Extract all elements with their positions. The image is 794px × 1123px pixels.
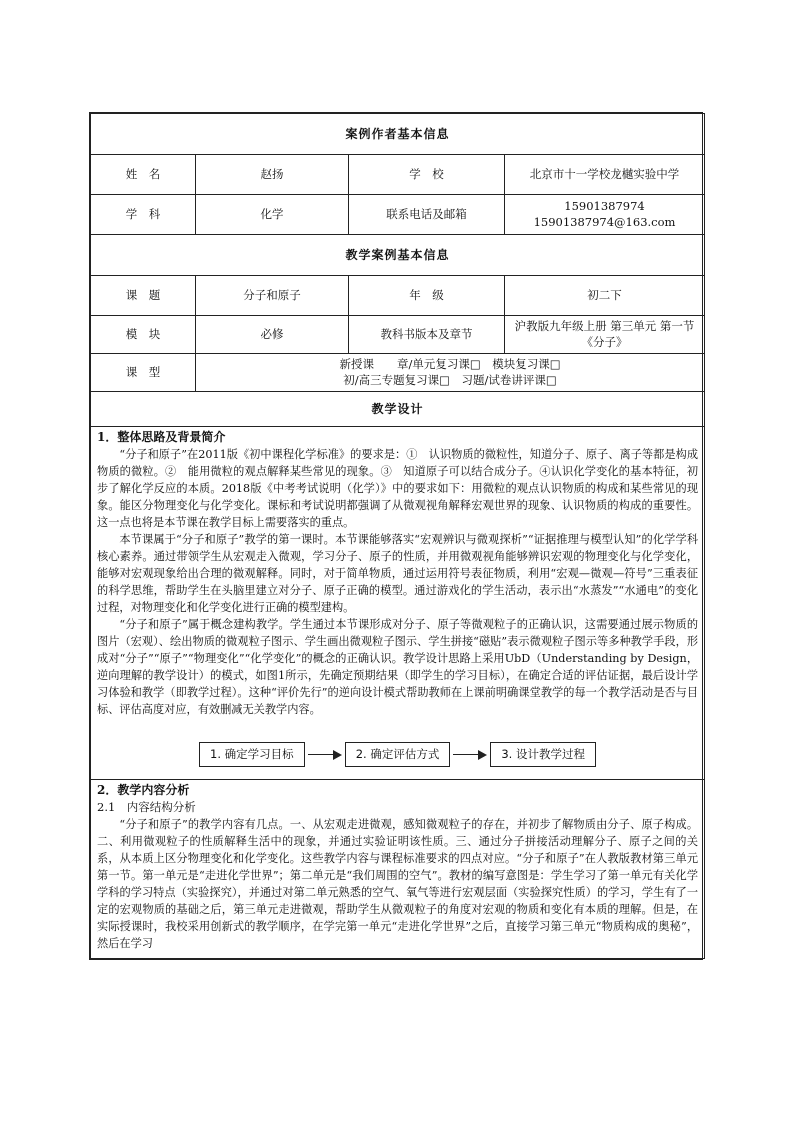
- part1-paragraph-3: “分子和原子”属于概念建构教学。学生通过本节课形成对分子、原子等微观粒子的正确认识，这需要通过展示物质的图片（宏观）、绘出物质的微观粒子图示、学生画出微观粒子图示、学生拼接“磁贴”表示微观粒子图示等多种教学手段，形成对“分子”“原子”“物理变化”“化学变化”的概念的正确认识。教学设计思路上采用UbD（Understanding by Design，逆向理解的教学设计）的模式，如图1所示，先确定预期结果（即学生的学习目标），在确定合适的评估证据，最后设计学习体验和教学（即教学过程）。这种“评价先行”的逆向设计模式帮助教师在上课前明确课堂教学的每一个教学活动是否与目标、评估高度对应，有效删减无关教学内容。: [97, 618, 699, 716]
- part2-paragraph-1: “分子和原子”的教学内容有几点。一、从宏观走进微观，感知微观粒子的存在，并初步了解物质由分子、原子构成。二、利用微观粒子的性质解释生活中的现象，并通过实验证明该性质。三、通过分子拼接活动理解分子、原子之间的关系，从本质上区分物理变化和化学变化。这些教学内容与课程标准要求的四点对应。“分子和原子”在人教版教材第三单元第一节。第一单元是“走进化学世界”；第二单元是“我们周围的空气”。教材的编写意图是：学生学习了第一单元有关化学学科的学习特点（实验探究），并通过对第二单元熟悉的空气、氧气等进行宏观层面（实验探究性质）的学习，学生有了一定的宏观物质的基础之后，第三单元走进微观，帮助学生从微观粒子的角度对宏观的物质和变化有本质的理解。但是，在实际授课时，我校采用创新式的教学顺序，在学完第一单元“走进化学世界”之后，直接学习第三单元“物质构成的奥秘”，然后在学习: [97, 818, 699, 950]
- label-topic: 课 题: [91, 276, 196, 316]
- label-grade: 年 级: [349, 276, 505, 316]
- flow-step-3: 3. 设计教学过程: [490, 742, 596, 767]
- label-textbook: 教科书版本及章节: [349, 316, 505, 354]
- part1-cell: [91, 427, 705, 780]
- ubd-flow-diagram: [97, 742, 698, 767]
- label-module: 模 块: [91, 316, 196, 354]
- value-name: 赵扬: [196, 155, 349, 195]
- lesson-type-line-2: 初/高三专题复习课□ 习题/试卷讲评课□: [343, 372, 557, 387]
- flow-arrow-icon: [453, 749, 487, 761]
- document-page: [89, 112, 703, 960]
- label-contact: 联系电话及邮箱: [349, 195, 505, 235]
- flow-arrow-icon: [308, 749, 342, 761]
- label-lesson-type: 课 型: [91, 354, 196, 392]
- phone-number: 15901387974: [564, 198, 645, 213]
- email-address: 15901387974@163.com: [533, 214, 676, 229]
- value-grade: 初二下: [505, 276, 705, 316]
- value-topic: 分子和原子: [196, 276, 349, 316]
- value-textbook: 沪教版九年级上册 第三单元 第一节《分子》: [505, 316, 705, 354]
- label-school: 学 校: [349, 155, 505, 195]
- part2-title: 2．教学内容分析: [97, 783, 190, 797]
- value-contact: [505, 195, 705, 235]
- part2-subtitle: 2.1 内容结构分析: [97, 800, 196, 814]
- value-subject: 化学: [196, 195, 349, 235]
- label-subject: 学 科: [91, 195, 196, 235]
- part1-paragraph-1: “分子和原子”在2011版《初中课程化学标准》的要求是：① 认识物质的微粒性，知道分子、原子、离子等都是构成物质的微粒。② 能用微粒的观点解释某些常见的现象。③ 知道原子可以结合成分子。④认识化学变化的基本特征，初步了解化学反应的本质。2018版《中考考试说明（化学）》中的要求如下：用微粒的观点认识物质的构成和某些常见的现象。能区分物理变化与化学变化。课标和考试说明都强调了从微观视角解释宏观世界的现象、认识物质的构成的重要性。这一点也将是本节课在教学目标上需要落实的重点。: [97, 448, 699, 529]
- value-module: 必修: [196, 316, 349, 354]
- part2-cell: [91, 780, 705, 959]
- part1-paragraph-2: 本节课属于“分子和原子”教学的第一课时。本节课能够落实“宏观辨识与微观探析”“证据推理与模型认知”的化学学科核心素养。通过带领学生从宏观走入微观，学习分子、原子的性质，并用微观视角能够辨识宏观的物理变化与化学变化，能够对宏观现象给出合理的微观解释。同时，对于简单物质，通过运用符号表征物质，利用“宏观—微观—符号”三重表征的科学思维，帮助学生在头脑里建立对分子、原子正确的模型。通过游戏化的学生活动，表示出“水蒸发”“水通电”的变化过程，对物理变化和化学变化进行正确的模型建构。: [97, 533, 699, 614]
- flow-step-1: 1. 确定学习目标: [199, 742, 305, 767]
- lesson-type-line-1: 新授课 章/单元复习课□ 模块复习课□: [339, 356, 561, 371]
- section-heading-design: 教学设计: [91, 392, 705, 427]
- section-heading-case: 教学案例基本信息: [91, 235, 705, 276]
- label-name: 姓 名: [91, 155, 196, 195]
- flow-step-2: 2. 确定评估方式: [345, 742, 451, 767]
- value-school: 北京市十一学校龙樾实验中学: [505, 155, 705, 195]
- part1-title: 1．整体思路及背景简介: [97, 430, 226, 444]
- value-lesson-type: [196, 354, 705, 392]
- section-heading-author: 案例作者基本信息: [91, 114, 705, 155]
- lesson-info-table: [90, 113, 705, 959]
